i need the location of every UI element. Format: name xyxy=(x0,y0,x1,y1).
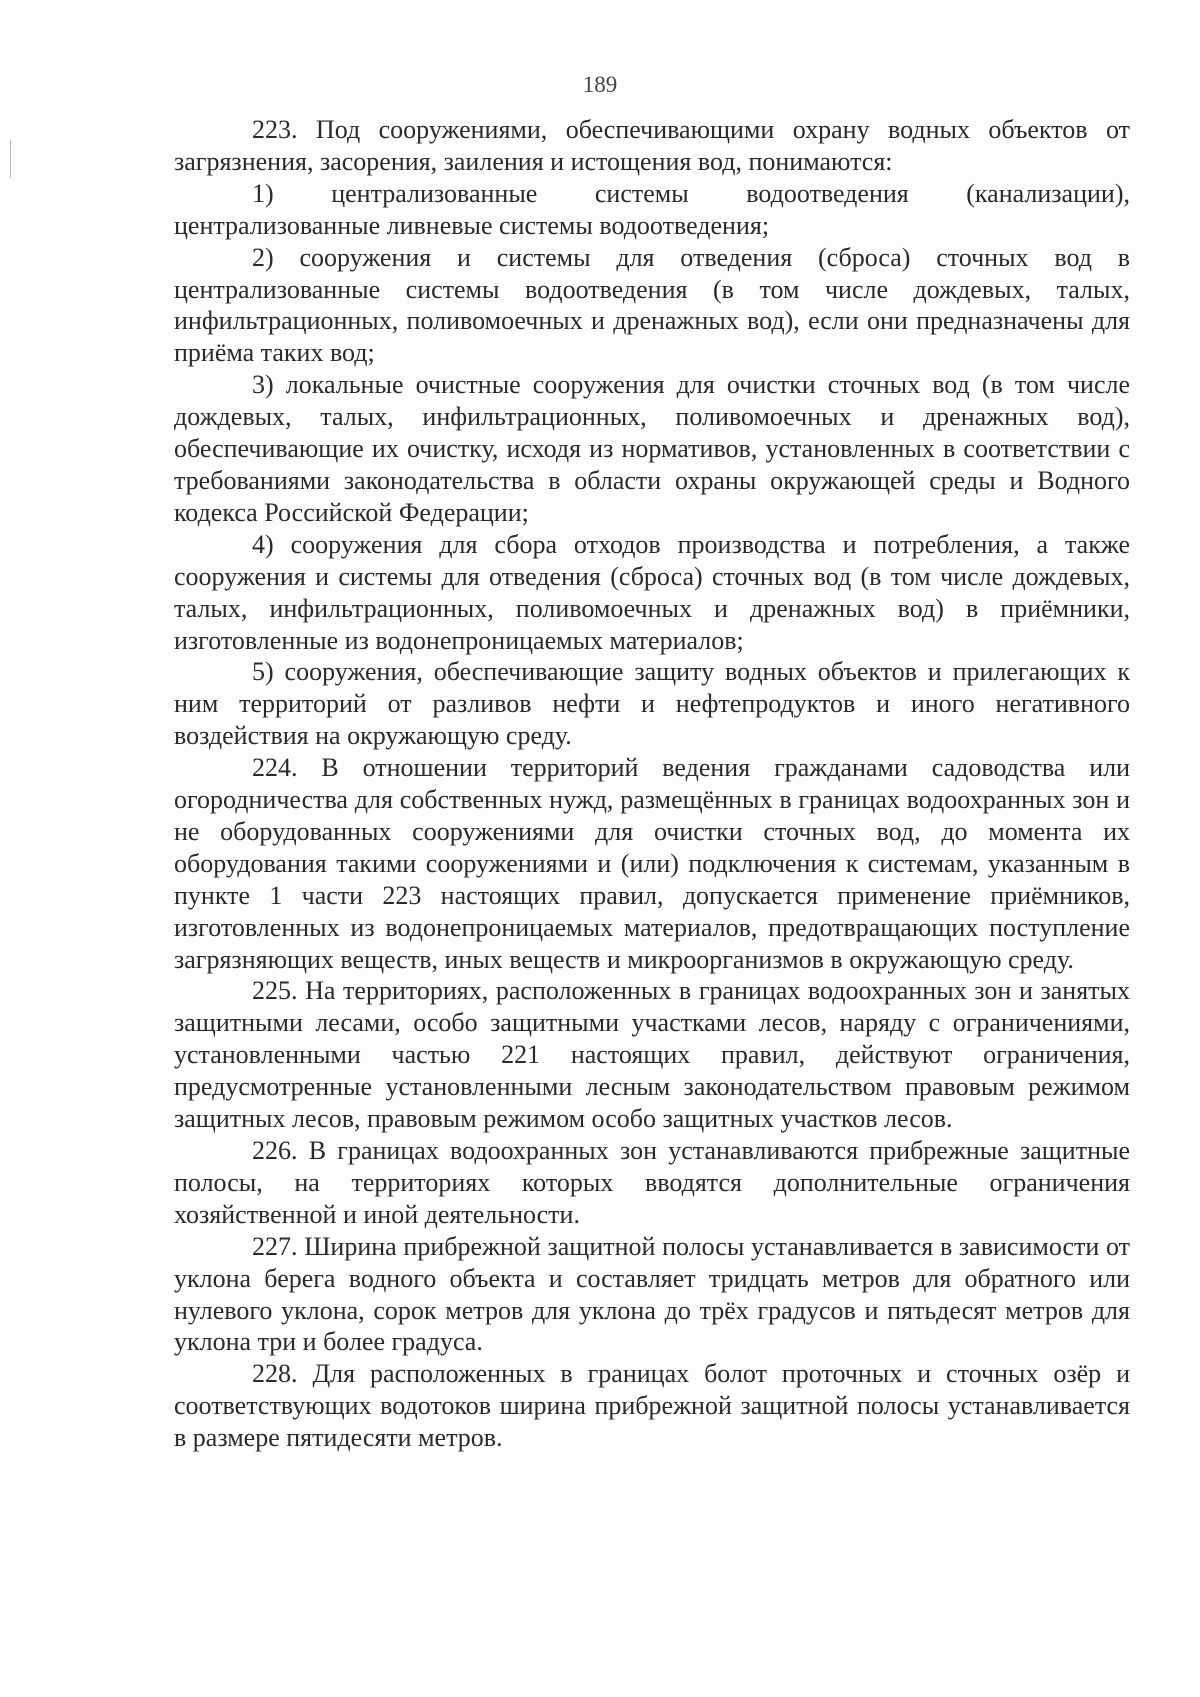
paragraph-227: 227. Ширина прибрежной защитной полосы устанавливается в зависимости от уклона берега водного объекта и составляет тридцать метров для обратного или нулевого уклона, сорок метров для уклона до трёх градусов и пятьдесят метров для уклона три и более градуса. xyxy=(174,1231,1130,1357)
paragraph-223-item-4: 4) сооружения для сбора отходов производства и потребления, а также сооружения и системы для отведения (сброса) сточных вод (в том числе дождевых, талых, инфильтрационных, поливомоечных и дренажных вод) в приёмники, изготовленные из водонепроницаемых материалов; xyxy=(174,529,1130,655)
paragraph-223-item-1: 1) централизованные системы водоотведения (канализации), централизованные ливневые системы водоотведения; xyxy=(174,178,1130,240)
paragraph-223-item-3: 3) локальные очистные сооружения для очистки сточных вод (в том числе дождевых, талых, инфильтрационных, поливомоечных и дренажных вод), обеспечивающие их очистку, исходя из нормативов, установленных в соответствии с требованиями законодательства в области охраны окружающей среды и Водного кодекса Российской Федерации; xyxy=(174,370,1130,527)
paragraph-224: 224. В отношении территорий ведения гражданами садоводства или огородничества для собственных нужд, размещённых в границах водоохранных зон и не оборудованных сооружениями для очистки сточных вод, до момента их оборудования такими сооружениями и (или) подключения к системам, указанным в пункте 1 части 223 настоящих правил, допускается применение приёмников, изготовленных из водонепроницаемых материалов, предотвращающих поступление загрязняющих веществ, иных веществ и микроорганизмов в окружающую среду. xyxy=(174,753,1130,974)
document-body xyxy=(174,114,1130,1454)
page-number: 189 xyxy=(582,72,618,97)
paragraph-228: 228. Для расположенных в границах болот проточных и сточных озёр и соответствующих водотоков ширина прибрежной защитной полосы устанавливается в размере пятидесяти метров. xyxy=(174,1359,1130,1453)
paragraph-225: 225. На территориях, расположенных в границах водоохранных зон и занятых защитными лесами, особо защитными участками лесов, наряду с ограничениями, установленными частью 221 настоящих правил, действуют ограничения, предусмотренные установленными лесным законодательством правовым режимом защитных лесов, правовым режимом особо защитных участков лесов. xyxy=(174,976,1130,1134)
scan-edge-mark xyxy=(10,140,11,178)
paragraph-223-item-2: 2) сооружения и системы для отведения (сброса) сточных вод в централизованные системы водоотведения (в том числе дождевых, талых, инфильтрационных, поливомоечных и дренажных вод), если они предназначены для приёма таких вод; xyxy=(174,242,1130,368)
paragraph-223: 223. Под сооружениями, обеспечивающими охрану водных объектов от загрязнения, засорения, заиления и истощения вод, понимаются: xyxy=(174,115,1130,176)
paragraph-226: 226. В границах водоохранных зон устанавливаются прибрежные защитные полосы, на территориях которых вводятся дополнительные ограничения хозяйственной и иной деятельности. xyxy=(174,1136,1130,1229)
paragraph-223-item-5: 5) сооружения, обеспечивающие защиту водных объектов и прилегающих к ним территорий от разливов нефти и нефтепродуктов и иного негативного воздействия на окружающую среду. xyxy=(174,657,1130,751)
